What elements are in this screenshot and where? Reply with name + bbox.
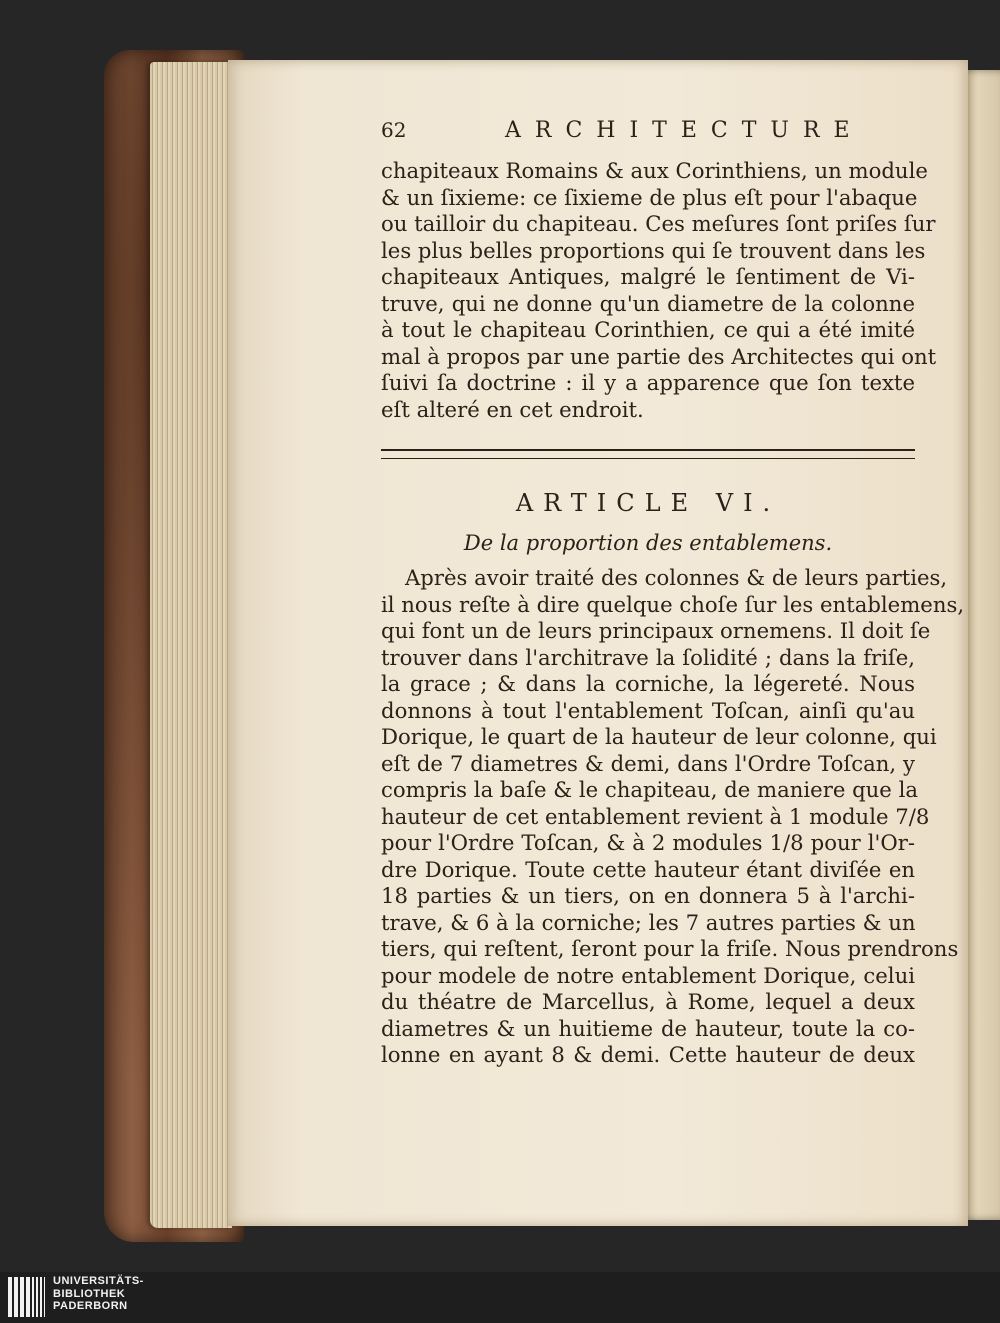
text-line: ſuivi ſa doctrine : il y a apparence que ſon texte — [381, 370, 915, 395]
text-line: 18 parties & un tiers, on en donnera 5 à l'archi- — [381, 883, 915, 908]
text-line: trave, & 6 à la corniche; les 7 autres parties & un — [381, 909, 916, 935]
text-line: il nous reſte à dire quelque choſe ſur les entablemens, — [381, 591, 965, 617]
text-line: dre Dorique. Toute cette hauteur étant diviſée en — [381, 856, 915, 882]
logo-line: UNIVERSITÄTS- — [53, 1275, 144, 1287]
page-number: 62 — [381, 118, 407, 142]
text-line: Dorique, le quart de la hauteur de leur colonne, qui — [381, 724, 937, 749]
article-subheading: De la proportion des entablemens. — [463, 531, 833, 555]
running-title: ARCHITECTURE — [505, 118, 864, 143]
library-logo-icon — [8, 1277, 48, 1317]
continued-paragraph — [381, 158, 937, 423]
text-line: chapiteaux Antiques, malgré le ſentiment de Vi- — [381, 264, 915, 289]
section-divider — [381, 449, 915, 459]
text-line: mal à propos par une partie des Architectes qui ont — [381, 343, 937, 369]
library-logo-text — [53, 1275, 144, 1313]
text-line: truve, qui ne donne qu'un diametre de la colonne — [381, 290, 915, 316]
book-page — [228, 60, 968, 1226]
text-line: diametres & un huitieme de hauteur, toute la co- — [381, 1015, 915, 1041]
text-line: eſt de 7 diametres & demi, dans l'Ordre Toſcan, y — [381, 750, 915, 776]
text-line: qui font un de leurs principaux ornemens. Il doit ſe — [381, 618, 931, 643]
text-line: les plus belles proportions qui ſe trouvent dans les — [381, 237, 926, 263]
text-line: la grace ; & dans la corniche, la légereté. Nous — [381, 671, 915, 696]
page-content — [381, 118, 965, 1069]
logo-line: BIBLIOTHEK — [53, 1287, 126, 1300]
logo-line: PADERBORN — [53, 1300, 128, 1312]
article-heading: ARTICLE VI. — [515, 489, 781, 517]
text-line: hauteur de cet entablement revient à 1 module 7/8 — [381, 803, 930, 829]
page-header — [381, 118, 915, 158]
text-line: lonne en ayant 8 & demi. Cette hauteur de deux — [381, 1042, 915, 1067]
text-line: Après avoir traité des colonnes & de leurs parties, — [405, 565, 948, 590]
text-line: pour l'Ordre Toſcan, & à 2 modules 1/8 pour l'Or- — [381, 830, 915, 855]
text-line: compris la baſe & le chapiteau, de maniere que la — [381, 777, 918, 802]
text-line: tiers, qui reſtent, ſeront pour la friſe. Nous prendrons — [381, 936, 959, 961]
text-line: pour modele de notre entablement Dorique, celui — [381, 962, 915, 988]
text-line: trouver dans l'architrave la ſolidité ; dans la friſe, — [381, 644, 915, 670]
text-line: à tout le chapiteau Corinthien, ce qui a été imité — [381, 317, 915, 342]
text-line: du théatre de Marcellus, à Rome, lequel a deux — [381, 989, 915, 1014]
text-line: & un ſixieme: ce ſixieme de plus eſt pour l'abaque — [381, 184, 918, 210]
text-line: eſt alteré en cet endroit. — [381, 396, 644, 422]
text-line: ou tailloir du chapiteau. Ces meſures ſont priſes ſur — [381, 211, 936, 236]
text-line: donnons à tout l'entablement Toſcan, ainſi qu'au — [381, 697, 915, 723]
article-paragraph — [381, 565, 965, 1069]
page-edges — [150, 62, 232, 1228]
viewer-footer — [0, 1272, 1000, 1323]
text-line: chapiteaux Romains & aux Corinthiens, un module — [381, 158, 928, 183]
